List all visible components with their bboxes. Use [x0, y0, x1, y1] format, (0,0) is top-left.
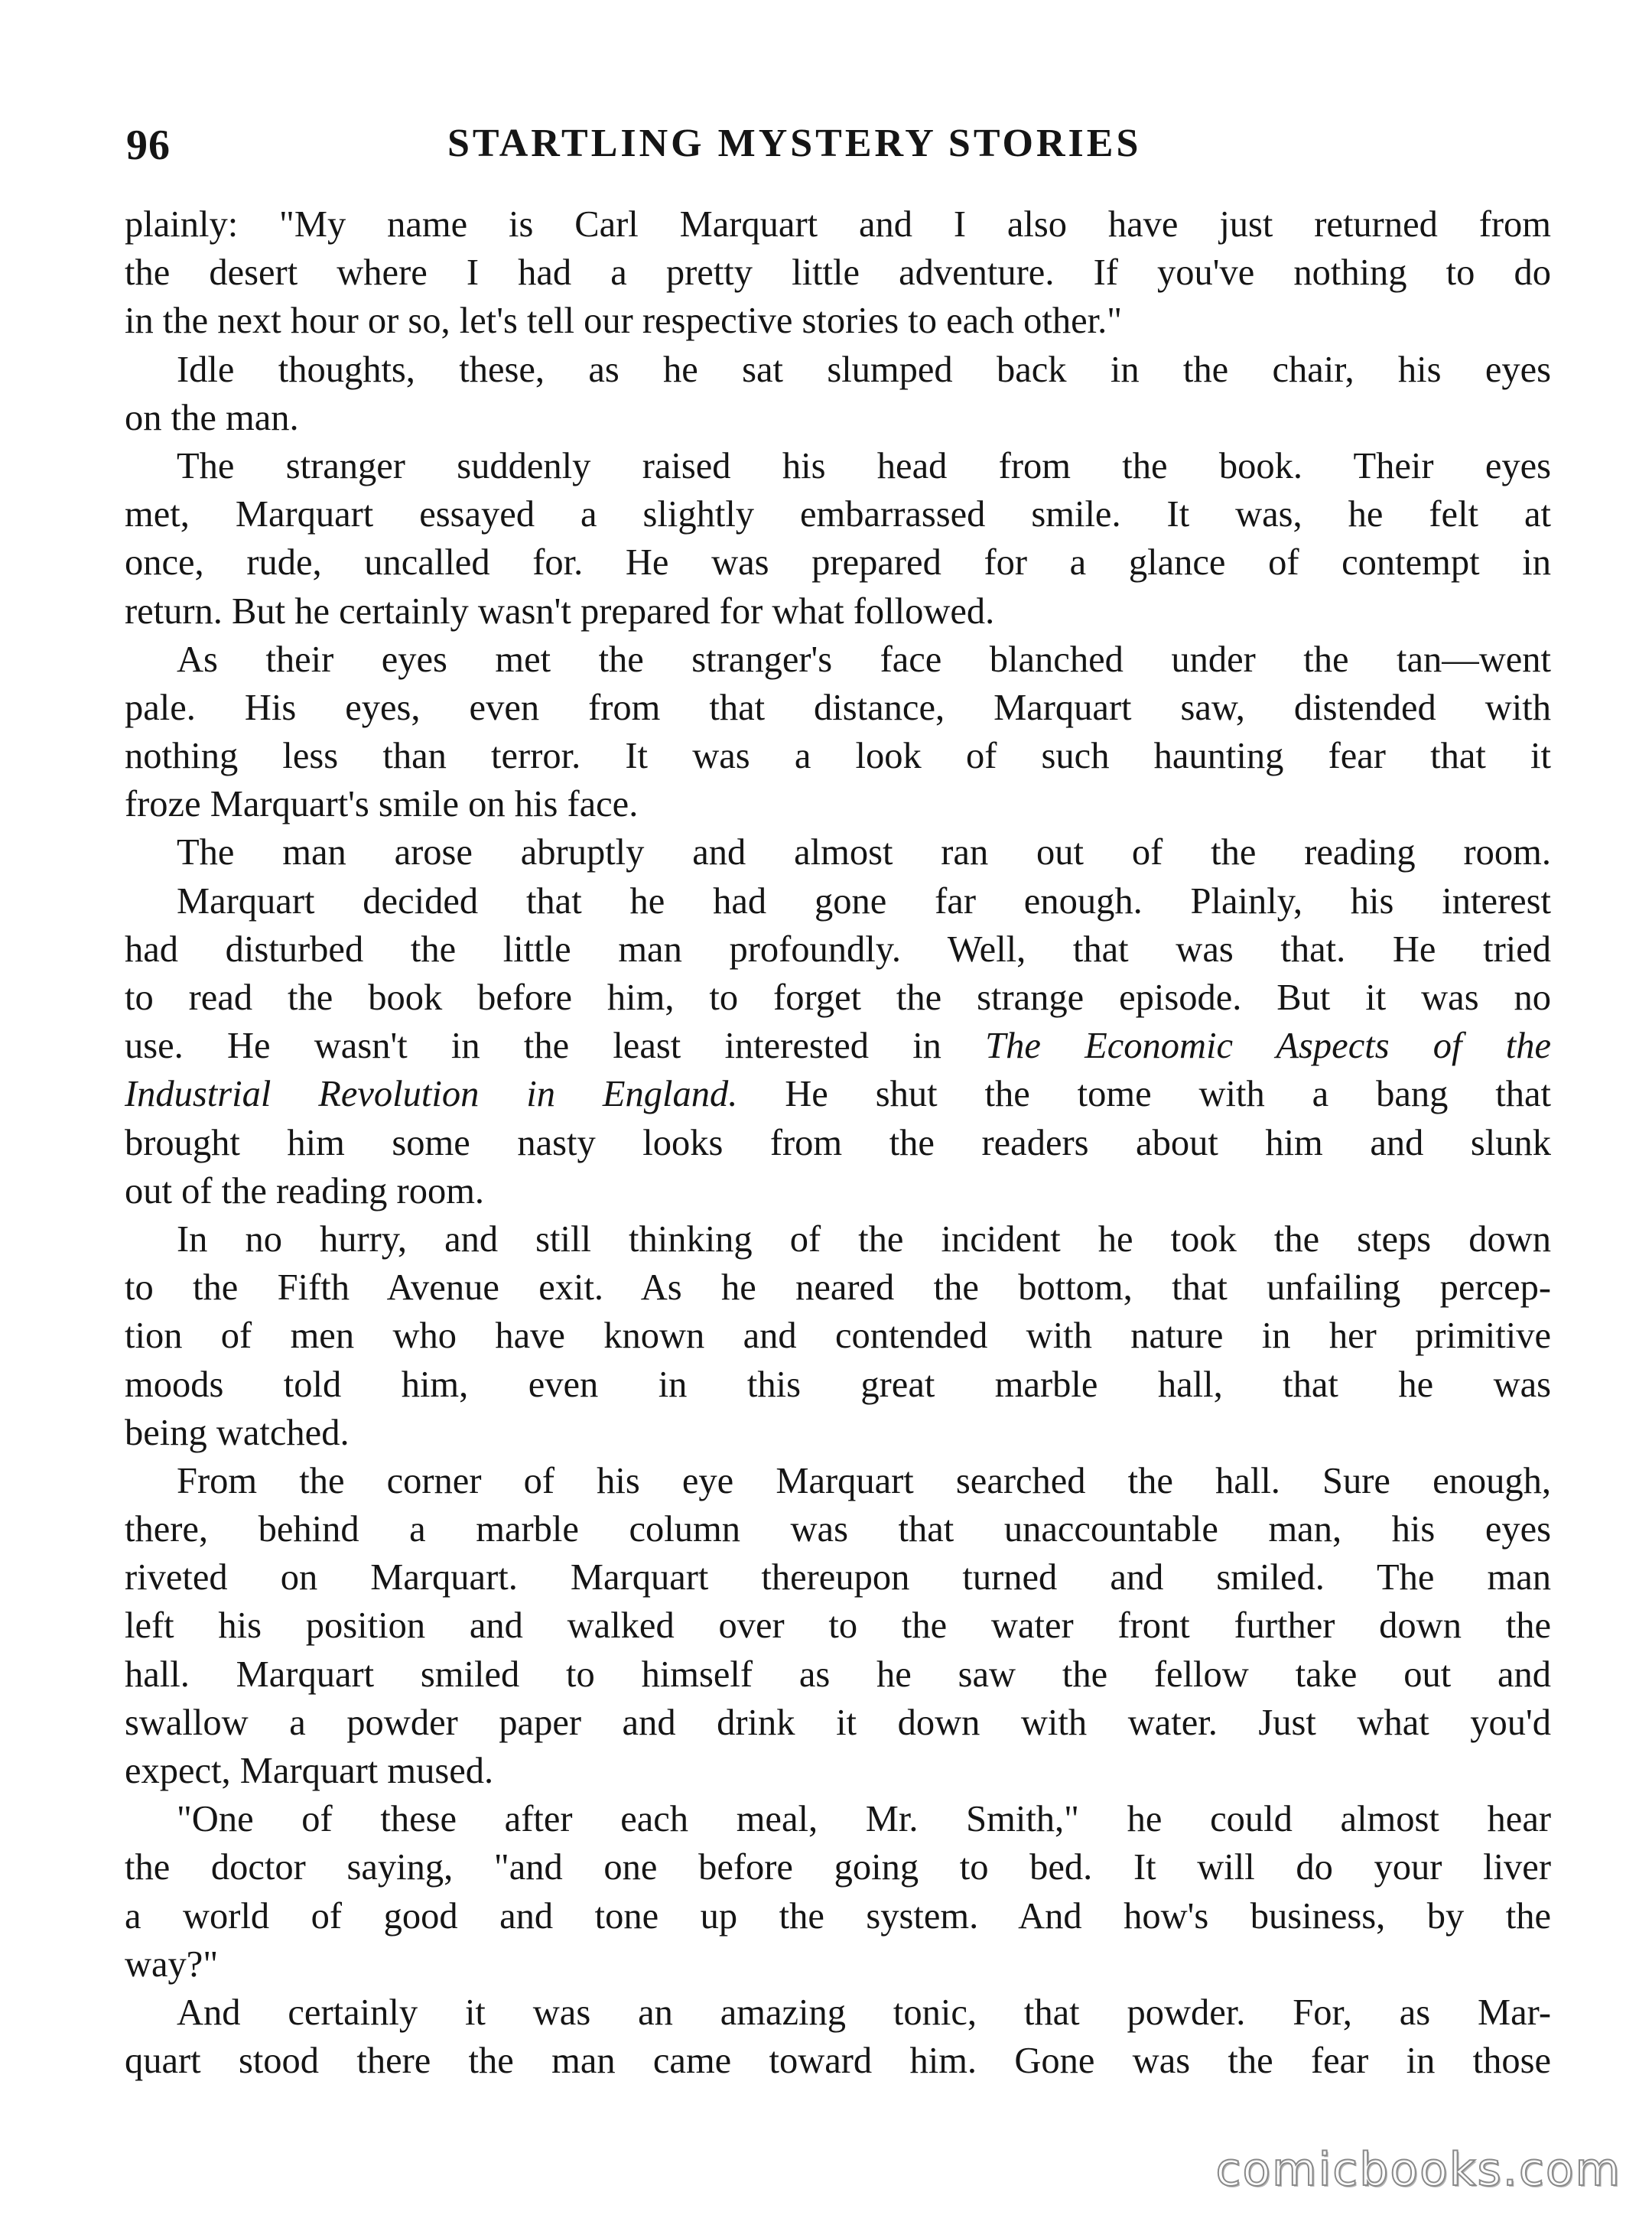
text-line: quart stood there the man came toward him. Gone was the fear in those — [125, 2041, 1551, 2082]
text-segment: use. He wasn't in the least interested in — [125, 1026, 986, 1067]
text-line: the desert where I had a pretty little adventure. If you've nothing to do — [125, 252, 1551, 294]
text-line: return. But he certainly wasn't prepared for what followed. — [125, 590, 995, 632]
book-title-italic: Industrial Revolution in England. — [125, 1074, 738, 1115]
text-line: froze Marquart's smile on his face. — [125, 784, 639, 825]
text-line: to the Fifth Avenue exit. As he neared the bottom, that unfailing percep- — [125, 1267, 1551, 1309]
text-line: expect, Marquart mused. — [125, 1751, 494, 1791]
text-line: Marquart decided that he had gone far enough. Plainly, his interest — [177, 880, 1551, 922]
page-number: 96 — [126, 122, 171, 169]
text-line: had disturbed the little man profoundly. Well, that was that. He tried — [125, 929, 1551, 970]
text-line-with-italic — [125, 1022, 1551, 1070]
text-line: hall. Marquart smiled to himself as he saw the fellow take out and — [125, 1654, 1551, 1695]
text-line: moods told him, even in this great marble hall, that he was — [125, 1364, 1551, 1405]
running-title: STARTLING MYSTERY STORIES — [447, 122, 1142, 165]
text-line: left his position and walked over to the water front further down the — [125, 1605, 1551, 1647]
text-line: swallow a powder paper and drink it down with water. Just what you'd — [125, 1702, 1551, 1743]
text-line: in the next hour or so, let's tell our respective stories to each other." — [125, 301, 1123, 342]
watermark-logo: comicbooks.com — [1215, 2143, 1621, 2197]
text-line: brought him some nasty looks from the readers about him and slunk — [125, 1122, 1551, 1163]
text-line: the doctor saying, "and one before going to bed. It will do your liver — [125, 1847, 1551, 1888]
text-line: way?" — [125, 1943, 219, 1985]
text-line-with-italic — [125, 1070, 1551, 1118]
text-line: being watched. — [125, 1412, 350, 1453]
page-header — [126, 121, 1556, 182]
text-line: tion of men who have known and contended with nature in her primitive — [125, 1316, 1551, 1357]
text-line: In no hurry, and still thinking of the incident he took the steps down — [177, 1218, 1551, 1260]
text-line: The stranger suddenly raised his head from the book. Their eyes — [177, 445, 1551, 486]
text-line: on the man. — [125, 397, 299, 438]
text-line: a world of good and tone up the system. And how's business, by the — [125, 1895, 1551, 1937]
text-line: met, Marquart essayed a slightly embarrassed smile. It was, he felt at — [125, 494, 1551, 535]
story-text — [125, 200, 1551, 2085]
text-line: to read the book before him, to forget the strange episode. But it was no — [125, 977, 1551, 1018]
text-line: plainly: "My name is Carl Marquart and I also have just returned from — [125, 204, 1551, 245]
book-title-italic: The Economic Aspects of the — [985, 1026, 1551, 1067]
text-line: out of the reading room. — [125, 1170, 485, 1211]
text-line: Idle thoughts, these, as he sat slumped back in the chair, his eyes — [177, 349, 1551, 390]
text-line: The man arose abruptly and almost ran out of the reading room. — [177, 832, 1551, 873]
text-segment: He shut the tome with a bang that — [737, 1074, 1551, 1115]
text-line: As their eyes met the stranger's face blanched under the tan—went — [177, 639, 1551, 680]
text-line: "One of these after each meal, Mr. Smith," he could almost hear — [177, 1799, 1551, 1840]
text-line: riveted on Marquart. Marquart thereupon turned and smiled. The man — [125, 1557, 1551, 1598]
text-line: pale. His eyes, even from that distance, Marquart saw, distended with — [125, 687, 1551, 728]
text-line: nothing less than terror. It was a look of such haunting fear that it — [125, 736, 1551, 777]
text-line: And certainly it was an amazing tonic, that powder. For, as Mar- — [177, 1992, 1551, 2033]
text-line: once, rude, uncalled for. He was prepared for a glance of contempt in — [125, 542, 1551, 584]
text-line: there, behind a marble column was that unaccountable man, his eyes — [125, 1509, 1551, 1550]
text-line: From the corner of his eye Marquart searched the hall. Sure enough, — [177, 1460, 1551, 1501]
